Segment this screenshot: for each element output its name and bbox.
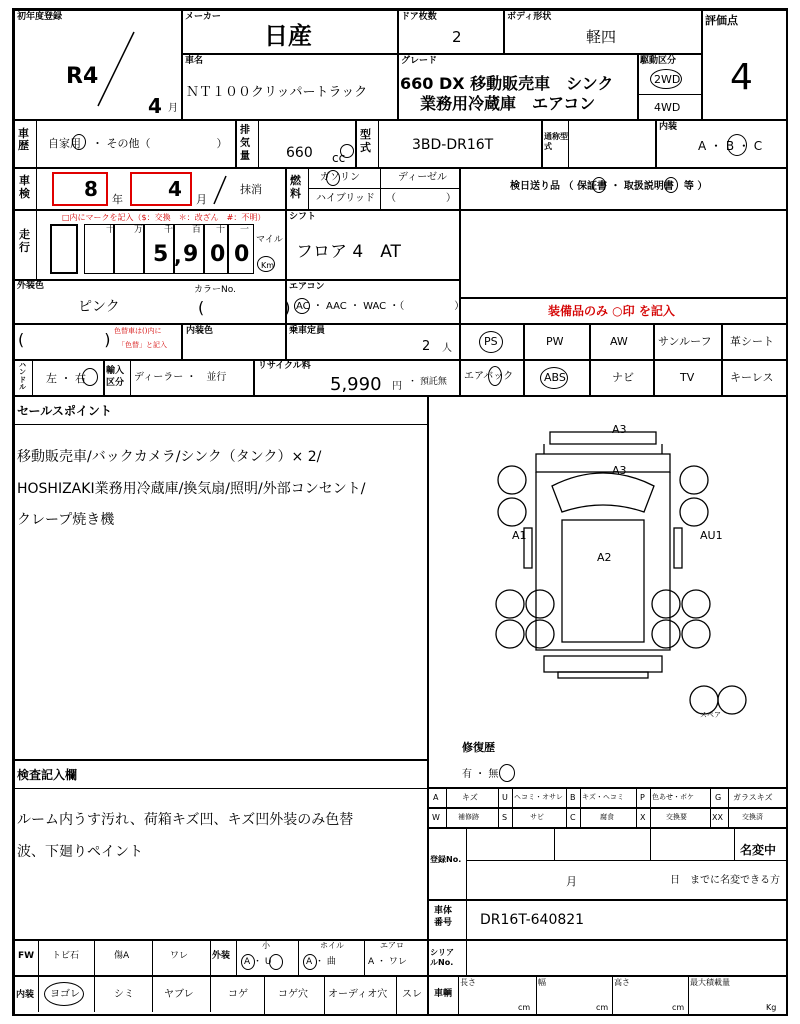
diagram-wheel-fr3 xyxy=(652,620,680,648)
gaiso-label: 外装 xyxy=(212,951,231,961)
displacement-value: 660 xyxy=(286,145,313,161)
gaiso-small-u-circle xyxy=(269,954,283,970)
gaiso-small-label: 小 xyxy=(262,941,270,950)
legend-col-3 xyxy=(512,788,513,828)
legend-b-text: キズ・ヘコミ xyxy=(582,793,624,801)
length-unit: cm xyxy=(518,1003,531,1012)
equip-navi-label: ナビ xyxy=(612,371,634,384)
doors-value: 2 xyxy=(452,28,462,46)
fw-col-5 xyxy=(298,940,299,976)
maker-label: メーカー xyxy=(185,12,221,22)
interior-label: 内装 xyxy=(659,122,678,132)
displacement-divider xyxy=(258,120,259,168)
size-divider-1 xyxy=(536,976,537,1016)
drive-divider xyxy=(638,94,702,95)
reg-no-divider xyxy=(466,828,467,900)
car-name-value: ＮＴ１００クリッパートラック xyxy=(186,85,368,100)
fw-label: FW xyxy=(18,951,35,961)
legend-s-text: サビ xyxy=(530,813,544,821)
diagram-wheel-fl2 xyxy=(526,590,554,618)
equip-leather-label: 革シート xyxy=(730,335,774,348)
body-label: ボディ形状 xyxy=(507,12,552,22)
aircon-options: AC ・ AAC ・ WAC ・（ ） xyxy=(296,301,465,312)
fw-item-1: トビ石 xyxy=(52,951,80,961)
diagram-cab-outline xyxy=(536,444,670,650)
legend-c-text: 腐食 xyxy=(600,813,614,821)
mileage-digit-9: 9 xyxy=(183,242,199,267)
naiso-item-5: コゲ穴 xyxy=(278,989,308,1000)
legend-x-text: 交換要 xyxy=(666,813,687,821)
gaiso-small-opts: A ・ U xyxy=(244,957,272,967)
diagram-wheel-rr xyxy=(680,466,708,494)
drive-2wd-circle xyxy=(650,69,682,89)
serial-label: シリアルNo. xyxy=(430,948,454,968)
repair-title: 修復歴 xyxy=(462,741,495,754)
legend-g-text: ガラスキズ xyxy=(733,793,773,802)
legend-col-5 xyxy=(580,788,581,828)
naiso-item-4: コゲ xyxy=(228,989,248,1000)
legend-a: A xyxy=(433,793,439,802)
equip-sunroof-label: サンルーフ xyxy=(658,335,712,348)
size-divider-0 xyxy=(458,976,459,1016)
legend-w-text: 補修跡 xyxy=(458,813,479,821)
reg-no-label: 登録No. xyxy=(430,855,462,864)
recycle-yen: 円 xyxy=(392,381,402,392)
shaken-month-box xyxy=(130,172,192,206)
handle-lr: 左 ・ 右 xyxy=(46,372,86,385)
naiso-item-2: シミ xyxy=(114,989,134,1000)
diagram-rear-bar xyxy=(550,432,656,444)
mileage-mile: マイル xyxy=(256,235,283,245)
chassis-number: DR16T-640821 xyxy=(480,912,585,928)
mileage-unit-6: 一 xyxy=(240,225,250,235)
recycle-deposit: ・ 預託無 xyxy=(408,377,447,387)
load-label: 最大積載量 xyxy=(690,978,730,987)
legend-g: G xyxy=(715,793,722,802)
gaiso-aero-label: エアロ xyxy=(380,941,404,950)
legend-col-1 xyxy=(446,788,447,828)
drive-label: 駆動区分 xyxy=(640,56,677,66)
mileage-unit-5: 十 xyxy=(216,225,226,235)
first-reg-month-suffix: 月 xyxy=(168,103,178,114)
common-model-divider xyxy=(568,120,569,168)
mileage-comma: , xyxy=(174,244,182,268)
reg-no-col-1 xyxy=(554,828,555,860)
diagram-label-a3-cab: A3 xyxy=(612,464,627,477)
displacement-cc: cc xyxy=(332,151,346,165)
maker-value: 日産 xyxy=(264,22,312,50)
sales-title-rule xyxy=(14,424,428,425)
repaint-note-1: 色替車は()内に xyxy=(114,327,162,335)
diagram-label-a2: A2 xyxy=(597,551,612,564)
mileage-note: □内にマークを記入（$：交換 ＊：改ざん #：不明） xyxy=(62,213,266,222)
mileage-label-divider xyxy=(36,210,37,280)
score-value: 4 xyxy=(730,57,753,98)
diagram-front-bumper xyxy=(544,656,662,672)
check-title: 検査記入欄 xyxy=(17,768,78,782)
aircon-label: エアコン xyxy=(289,282,325,292)
check-title-rule xyxy=(14,788,428,789)
legend-w: W xyxy=(432,813,440,822)
legend-a-text: キズ xyxy=(462,793,478,802)
shaken-label: 車検 xyxy=(19,174,30,201)
first-reg-month: 4 xyxy=(148,94,162,118)
first-reg-label: 初年度登録 xyxy=(17,12,63,22)
naiso-col-b xyxy=(324,976,325,1016)
diagram-top-panel xyxy=(536,454,670,472)
legend-col-2 xyxy=(498,788,499,828)
fuel-hybrid: ハイブリッド xyxy=(316,193,375,204)
chassis-label: 車体番号 xyxy=(434,906,453,928)
width-unit: cm xyxy=(596,1003,609,1012)
grade-line2: 業務用冷蔵庫 エアコン xyxy=(420,94,596,113)
gaiso-small-a-circle xyxy=(241,954,255,970)
legend-s: S xyxy=(502,813,508,822)
model-label: 型式 xyxy=(360,128,371,155)
mileage-mark-box xyxy=(50,224,78,274)
mileage-unit-4: 百 xyxy=(192,225,202,235)
fuel-divider-h xyxy=(308,188,460,189)
reg-no-row-rule xyxy=(466,860,788,861)
exterior-label: 外装色 xyxy=(17,281,45,291)
diagram-spare-2 xyxy=(718,686,746,714)
size-divider-2 xyxy=(612,976,613,1016)
grade-line1: 660 DX 移動販売車 シンク xyxy=(400,74,614,93)
capacity-label: 乗車定員 xyxy=(289,326,326,336)
equip-abs-label: ABS xyxy=(544,371,566,384)
diagram-spare-1 xyxy=(690,686,718,714)
capacity-value: 2 xyxy=(422,339,431,354)
naiso-label: 内装 xyxy=(16,990,35,1000)
legend-col-6 xyxy=(636,788,637,828)
height-unit: cm xyxy=(672,1003,685,1012)
fw-item-2: 傷A xyxy=(114,951,130,961)
history-label-divider xyxy=(36,120,37,168)
check-line-2: 波、下廻りペイント xyxy=(17,844,143,860)
shaken-month-num: 4 xyxy=(168,177,182,201)
color-no-label: カラーNo. xyxy=(194,285,236,295)
score-label: 評価点 xyxy=(705,14,738,27)
fuel-divider-mid xyxy=(380,168,381,210)
legend-col-8 xyxy=(710,788,711,828)
length-label: 長さ xyxy=(460,978,476,987)
displacement-cc-circle xyxy=(340,144,354,158)
fw-col-6 xyxy=(364,940,365,976)
load-unit: Kg xyxy=(766,1003,777,1012)
legend-xx: XX xyxy=(712,813,723,822)
aircon-ac-circle xyxy=(294,298,310,314)
diagram-label-a1: A1 xyxy=(512,529,527,542)
interior-color-label: 内装色 xyxy=(186,326,214,336)
handle-label: ハンドル xyxy=(19,361,26,392)
naiso-item-6: オーディオ穴 xyxy=(328,989,388,1000)
reg-no-col-3 xyxy=(734,828,735,860)
naiso-item-3: ヤブレ xyxy=(164,989,194,1000)
legend-p: P xyxy=(640,793,645,802)
docs-blank-cell xyxy=(460,210,788,298)
diagram-right-step xyxy=(674,528,682,568)
import-dealer: ディーラー ・ 並行 xyxy=(134,372,227,383)
history-value: 自家用 ・ その他（ ） xyxy=(48,137,228,150)
repair-options: 有 ・ 無 xyxy=(462,769,499,780)
equip-abs-circle xyxy=(540,367,568,389)
fuel-gasoline: ガソリン xyxy=(320,172,360,183)
model-value: 3BD-DR16T xyxy=(412,137,494,153)
legend-p-text: 色あせ・ボケ xyxy=(652,793,694,801)
shaken-year-suffix: 年 xyxy=(112,193,123,206)
fuel-divider-v xyxy=(308,168,309,210)
shift-value: フロア 4 AT xyxy=(296,242,401,262)
mileage-unit-1: 十 xyxy=(106,225,116,235)
mileage-km-circle xyxy=(257,256,275,272)
mileage-digit-0b: 0 xyxy=(234,242,250,267)
mileage-unit-3: 千 xyxy=(164,225,174,235)
equip-aw-label: AW xyxy=(610,335,628,348)
interior-grade: A ・ B ・ C xyxy=(698,139,763,153)
fuel-diesel: ディーゼル xyxy=(398,172,447,183)
mileage-unit-2: 万 xyxy=(134,225,144,235)
grade-label: グレード xyxy=(401,56,438,66)
diagram-label-a3-top: A3 xyxy=(612,423,627,436)
interior-b-circle xyxy=(727,134,747,156)
fuel-other: （ ） xyxy=(386,193,456,204)
docs-warranty-circle xyxy=(592,177,606,193)
shaken-year-num: 8 xyxy=(84,177,98,201)
legend-u-text: ヘコミ・オサレ xyxy=(514,793,563,801)
gaiso-wheel-label: ホイル xyxy=(320,941,344,950)
drive-2wd: 2WD xyxy=(654,73,681,86)
sales-title: セールスポイント xyxy=(17,404,112,418)
sales-line-3: クレープ焼き機 xyxy=(17,512,115,528)
mileage-digit-5: 5 xyxy=(153,242,169,267)
gaiso-wheel-a-circle xyxy=(303,954,317,970)
fuel-label: 燃料 xyxy=(290,174,301,201)
fw-col-4 xyxy=(236,940,237,976)
exterior-value: ピンク xyxy=(78,299,120,315)
legend-col-4 xyxy=(566,788,567,828)
repaint-note-2: 「色替」と記入 xyxy=(118,341,167,349)
legend-col-7 xyxy=(650,788,651,828)
legend-u: U xyxy=(502,793,508,802)
shaken-label-divider xyxy=(36,168,37,210)
mileage-digit-0a: 0 xyxy=(210,242,226,267)
equip-airbag-label: エアバック xyxy=(464,371,514,382)
diagram-wheel-fr xyxy=(652,590,680,618)
naiso-item-1: ヨゴレ xyxy=(50,989,80,1000)
color-no-paren: ( ) xyxy=(198,298,291,317)
equip-ps-circle xyxy=(479,331,503,353)
width-label: 幅 xyxy=(538,978,546,987)
legend-b: B xyxy=(570,793,576,802)
shaken-year-box xyxy=(52,172,108,206)
equip-ps-label: PS xyxy=(484,335,498,348)
naiso-item-7: スレ xyxy=(402,989,422,1000)
equip-tv-label: TV xyxy=(680,371,695,384)
legend-col-9 xyxy=(728,788,729,828)
mileage-label: 走行 xyxy=(19,228,30,255)
mileage-km: Km xyxy=(261,261,275,270)
diagram-wheel-fr2 xyxy=(682,590,710,618)
history-label: 車歴 xyxy=(18,127,29,153)
drive-4wd: 4WD xyxy=(654,101,681,114)
legend-xx-text: 交換済 xyxy=(742,813,763,821)
equip-airbag-circle xyxy=(488,366,502,386)
chassis-divider xyxy=(466,900,467,940)
model-divider xyxy=(378,120,379,168)
diagram-spare-label: スペア xyxy=(700,711,721,719)
docs-manual-circle xyxy=(664,177,678,193)
history-private-circle xyxy=(72,134,86,150)
height-label: 高さ xyxy=(614,978,630,987)
legend-x: X xyxy=(640,813,646,822)
docs-text: 検日送り品 （ 保証書 ・ 取扱説明書 等 ） xyxy=(510,181,708,192)
name-change: 名変中 xyxy=(740,843,777,857)
car-name-label: 車名 xyxy=(185,56,204,66)
doors-label: ドア枚数 xyxy=(401,12,437,22)
diagram-wheel-fl4 xyxy=(526,620,554,648)
recycle-amount: 5,990 xyxy=(330,374,382,395)
equip-pw-label: PW xyxy=(546,335,564,348)
capacity-unit: 人 xyxy=(442,343,452,354)
shift-label: シフト xyxy=(289,212,317,222)
gaiso-aero-opts: A ・ ワレ xyxy=(368,957,407,967)
recycle-label: リサイクル料 xyxy=(258,361,311,371)
displacement-label: 排気量 xyxy=(240,125,250,162)
diagram-label-au1: AU1 xyxy=(700,529,723,542)
handle-right-circle xyxy=(82,368,98,386)
diagram-wheel-rl2 xyxy=(498,498,526,526)
import-label: 輸入区分 xyxy=(106,366,125,388)
shaken-month-suffix: 月 xyxy=(196,193,207,206)
common-model-label: 通称型式 xyxy=(544,132,568,151)
size-label: 車輌 xyxy=(434,989,453,999)
diagram-wheel-fr4 xyxy=(682,620,710,648)
diagram-wheel-fl xyxy=(496,590,524,618)
import-divider xyxy=(130,360,131,396)
diagram-wheel-fl3 xyxy=(496,620,524,648)
fuel-gasoline-circle xyxy=(326,170,340,186)
gaiso-wheel-opts: A ・ 曲 xyxy=(306,957,336,967)
check-line-1: ルーム内うす汚れ、荷箱キズ凹、キズ凹外装のみ色替 xyxy=(17,812,354,828)
body-value: 軽四 xyxy=(586,28,617,46)
serial-divider xyxy=(466,940,467,976)
reg-no-col-2 xyxy=(650,828,651,860)
naiso-col-a xyxy=(264,976,265,1016)
serial-cell xyxy=(428,940,788,976)
diagram-wheel-rl xyxy=(498,466,526,494)
shaken-erased: 抹消 xyxy=(240,183,262,196)
name-change-month: 月 xyxy=(566,875,577,888)
auction-sheet xyxy=(12,8,788,1016)
equip-keyless-label: キーレス xyxy=(730,371,774,384)
diagram-wheel-rr2 xyxy=(680,498,708,526)
diagram-windshield xyxy=(552,473,654,512)
naiso-col-c xyxy=(396,976,397,1016)
repair-none-circle xyxy=(499,764,515,782)
shaken-slash xyxy=(206,168,236,210)
sales-line-1: 移動販売車/バックカメラ/シンク（タンク）× 2/ xyxy=(17,449,322,465)
name-change-day: 日 までに名変できる方 xyxy=(670,875,780,886)
equip-title: 装備品のみ ○印 を記入 xyxy=(548,304,675,318)
first-reg-era: R4 xyxy=(66,64,99,89)
handle-divider xyxy=(32,360,33,396)
fw-item-3: ワレ xyxy=(170,951,189,961)
diagram-front-bar xyxy=(558,672,648,678)
size-divider-3 xyxy=(688,976,689,1016)
sales-line-2: HOSHIZAKI業務用冷蔵庫/換気扇/照明/外部コンセント/ xyxy=(17,481,366,497)
diagram-bed xyxy=(562,520,644,642)
legend-c: C xyxy=(570,813,576,822)
naiso-dirt-circle xyxy=(44,982,84,1006)
repaint-paren: ( ) xyxy=(18,330,111,349)
